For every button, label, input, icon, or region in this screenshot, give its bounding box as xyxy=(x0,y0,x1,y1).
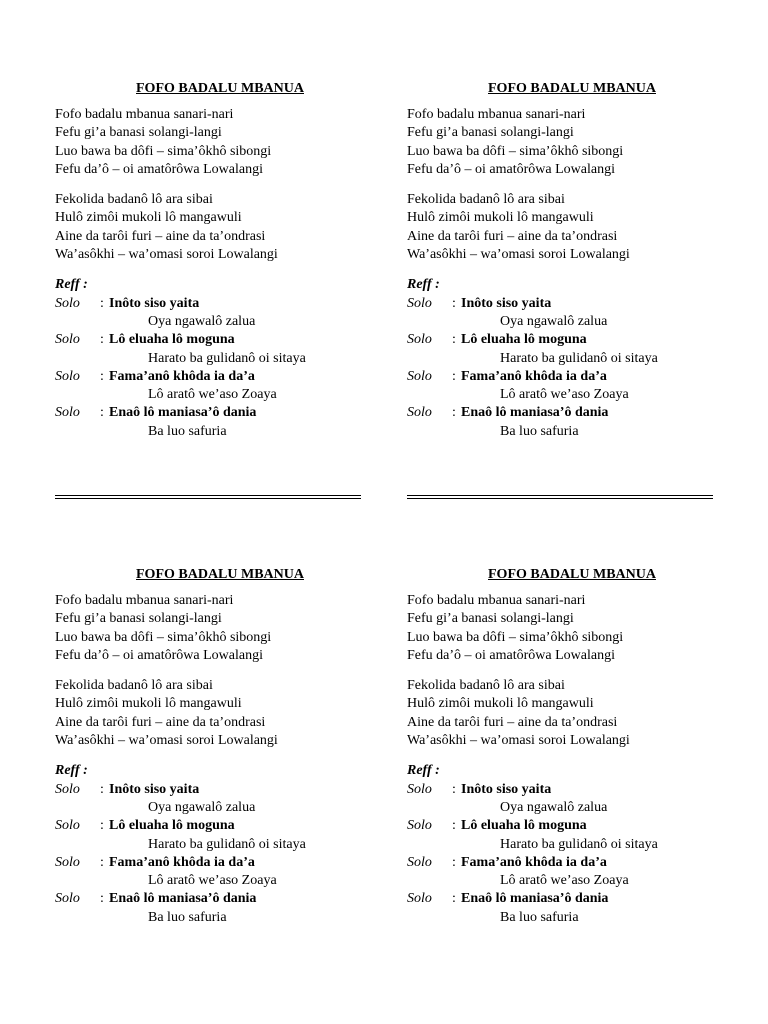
solo-colon: : xyxy=(100,854,104,870)
solo-line: Enaô lô maniasa’ô dania xyxy=(109,405,257,421)
solo-call xyxy=(55,890,385,908)
solo-call xyxy=(407,854,737,872)
solo-label: Solo xyxy=(55,332,80,348)
solo-call xyxy=(55,854,385,872)
solo-line: Enaô lô maniasa’ô dania xyxy=(461,891,609,907)
song-card xyxy=(55,566,385,927)
song-card xyxy=(407,566,737,927)
verse-line: Luo bawa ba dôfi – sima’ôkhô sibongi xyxy=(407,143,624,159)
solo-line: Inôto siso yaita xyxy=(461,295,552,311)
solo-label: Solo xyxy=(407,332,432,348)
verse-1 xyxy=(407,106,737,179)
solo-label: Solo xyxy=(407,368,432,384)
solo-label: Solo xyxy=(407,891,432,907)
solo-call xyxy=(55,404,385,422)
solo-call xyxy=(407,331,737,349)
verse-line: Fekolida badanô lô ara sibai xyxy=(407,678,565,694)
verse-2 xyxy=(55,191,385,264)
solo-colon: : xyxy=(100,781,104,797)
response-line: Harato ba gulidanô oi sitaya xyxy=(148,350,306,366)
solo-label: Solo xyxy=(55,781,80,797)
solo-colon: : xyxy=(100,818,104,834)
solo-line: Fama’anô khôda ia da’a xyxy=(109,368,255,384)
solo-label: Solo xyxy=(407,818,432,834)
verse-line: Fefu da’ô – oi amatôrôwa Lowalangi xyxy=(407,161,615,177)
response-line: Lô aratô we’aso Zoaya xyxy=(148,873,277,889)
reff-label: Reff : xyxy=(407,763,440,779)
solo-line: Inôto siso yaita xyxy=(109,295,200,311)
solo-line: Lô eluaha lô moguna xyxy=(109,332,235,348)
response-line: Harato ba gulidanô oi sitaya xyxy=(500,836,658,852)
solo-label: Solo xyxy=(55,405,80,421)
solo-label: Solo xyxy=(55,854,80,870)
solo-line: Lô eluaha lô moguna xyxy=(461,332,587,348)
reff-section xyxy=(407,295,737,441)
solo-colon: : xyxy=(452,818,456,834)
verse-line: Wa’asôkhi – wa’omasi soroi Lowalangi xyxy=(55,733,278,749)
solo-label: Solo xyxy=(55,891,80,907)
verse-line: Hulô zimôi mukoli lô mangawuli xyxy=(55,696,242,712)
solo-label: Solo xyxy=(407,854,432,870)
solo-colon: : xyxy=(100,295,104,311)
song-title: FOFO BADALU MBANUA xyxy=(488,567,656,582)
verse-line: Fofo badalu mbanua sanari-nari xyxy=(55,593,234,608)
response-line: Ba luo safuria xyxy=(148,909,227,925)
verse-line: Fekolida badanô lô ara sibai xyxy=(407,192,565,208)
reff-section xyxy=(55,295,385,441)
solo-label: Solo xyxy=(55,295,80,311)
verse-1 xyxy=(407,592,737,665)
response-line: Oya ngawalô zalua xyxy=(500,313,608,329)
solo-call xyxy=(407,817,737,835)
solo-label: Solo xyxy=(55,818,80,834)
verse-line: Fofo badalu mbanua sanari-nari xyxy=(407,593,586,608)
solo-colon: : xyxy=(452,405,456,421)
solo-line: Enaô lô maniasa’ô dania xyxy=(461,405,609,421)
reff-section xyxy=(55,781,385,927)
verse-line: Fefu da’ô – oi amatôrôwa Lowalangi xyxy=(55,161,263,177)
solo-call xyxy=(55,331,385,349)
solo-colon: : xyxy=(100,332,104,348)
response-line: Ba luo safuria xyxy=(500,423,579,439)
verse-line: Aine da tarôi furi – aine da ta’ondrasi xyxy=(55,714,266,730)
verse-line: Fefu gi’a banasi solangi-langi xyxy=(407,125,574,141)
reff-label: Reff : xyxy=(55,277,88,293)
verse-2 xyxy=(407,191,737,264)
solo-line: Inôto siso yaita xyxy=(461,781,552,797)
solo-line: Fama’anô khôda ia da’a xyxy=(461,854,607,870)
verse-line: Fefu gi’a banasi solangi-langi xyxy=(407,611,574,627)
solo-colon: : xyxy=(452,295,456,311)
verse-line: Fofo badalu mbanua sanari-nari xyxy=(407,107,586,122)
solo-colon: : xyxy=(100,891,104,907)
reff-label: Reff : xyxy=(55,763,88,779)
solo-colon: : xyxy=(452,368,456,384)
solo-colon: : xyxy=(452,891,456,907)
song-card xyxy=(407,80,737,441)
verse-line: Luo bawa ba dôfi – sima’ôkhô sibongi xyxy=(55,629,272,645)
solo-line: Lô eluaha lô moguna xyxy=(461,818,587,834)
verse-line: Wa’asôkhi – wa’omasi soroi Lowalangi xyxy=(407,733,630,749)
verse-line: Fefu da’ô – oi amatôrôwa Lowalangi xyxy=(407,647,615,663)
verse-line: Wa’asôkhi – wa’omasi soroi Lowalangi xyxy=(407,247,630,263)
solo-call xyxy=(55,781,385,799)
divider-left xyxy=(55,495,361,499)
verse-line: Luo bawa ba dôfi – sima’ôkhô sibongi xyxy=(407,629,624,645)
verse-line: Aine da tarôi furi – aine da ta’ondrasi xyxy=(407,228,618,244)
solo-colon: : xyxy=(452,781,456,797)
solo-colon: : xyxy=(100,368,104,384)
reff-section xyxy=(407,781,737,927)
response-line: Oya ngawalô zalua xyxy=(500,799,608,815)
response-line: Oya ngawalô zalua xyxy=(148,799,256,815)
solo-call xyxy=(407,404,737,422)
song-title: FOFO BADALU MBANUA xyxy=(136,567,304,582)
song-card xyxy=(55,80,385,441)
verse-1 xyxy=(55,592,385,665)
solo-label: Solo xyxy=(407,405,432,421)
verse-line: Fefu gi’a banasi solangi-langi xyxy=(55,125,222,141)
verse-line: Fekolida badanô lô ara sibai xyxy=(55,678,213,694)
solo-line: Fama’anô khôda ia da’a xyxy=(109,854,255,870)
song-title: FOFO BADALU MBANUA xyxy=(136,81,304,96)
verse-line: Wa’asôkhi – wa’omasi soroi Lowalangi xyxy=(55,247,278,263)
song-title: FOFO BADALU MBANUA xyxy=(488,81,656,96)
verse-line: Hulô zimôi mukoli lô mangawuli xyxy=(407,210,594,226)
verse-line: Aine da tarôi furi – aine da ta’ondrasi xyxy=(55,228,266,244)
response-line: Oya ngawalô zalua xyxy=(148,313,256,329)
verse-line: Fekolida badanô lô ara sibai xyxy=(55,192,213,208)
verse-2 xyxy=(55,677,385,750)
solo-label: Solo xyxy=(407,781,432,797)
solo-colon: : xyxy=(452,332,456,348)
response-line: Lô aratô we’aso Zoaya xyxy=(500,873,629,889)
response-line: Lô aratô we’aso Zoaya xyxy=(148,387,277,403)
solo-line: Inôto siso yaita xyxy=(109,781,200,797)
solo-line: Lô eluaha lô moguna xyxy=(109,818,235,834)
solo-line: Fama’anô khôda ia da’a xyxy=(461,368,607,384)
response-line: Lô aratô we’aso Zoaya xyxy=(500,387,629,403)
solo-call xyxy=(55,295,385,313)
solo-colon: : xyxy=(100,405,104,421)
response-line: Ba luo safuria xyxy=(500,909,579,925)
verse-line: Fefu gi’a banasi solangi-langi xyxy=(55,611,222,627)
verse-2 xyxy=(407,677,737,750)
solo-call xyxy=(55,368,385,386)
response-line: Harato ba gulidanô oi sitaya xyxy=(500,350,658,366)
solo-call xyxy=(407,368,737,386)
solo-call xyxy=(407,295,737,313)
verse-line: Hulô zimôi mukoli lô mangawuli xyxy=(407,696,594,712)
verse-line: Fofo badalu mbanua sanari-nari xyxy=(55,107,234,122)
response-line: Harato ba gulidanô oi sitaya xyxy=(148,836,306,852)
verse-line: Luo bawa ba dôfi – sima’ôkhô sibongi xyxy=(55,143,272,159)
solo-call xyxy=(407,890,737,908)
verse-1 xyxy=(55,106,385,179)
verse-line: Fefu da’ô – oi amatôrôwa Lowalangi xyxy=(55,647,263,663)
verse-line: Aine da tarôi furi – aine da ta’ondrasi xyxy=(407,714,618,730)
divider-right xyxy=(407,495,713,499)
solo-call xyxy=(407,781,737,799)
response-line: Ba luo safuria xyxy=(148,423,227,439)
solo-call xyxy=(55,817,385,835)
verse-line: Hulô zimôi mukoli lô mangawuli xyxy=(55,210,242,226)
solo-label: Solo xyxy=(55,368,80,384)
solo-line: Enaô lô maniasa’ô dania xyxy=(109,891,257,907)
solo-colon: : xyxy=(452,854,456,870)
solo-label: Solo xyxy=(407,295,432,311)
reff-label: Reff : xyxy=(407,277,440,293)
